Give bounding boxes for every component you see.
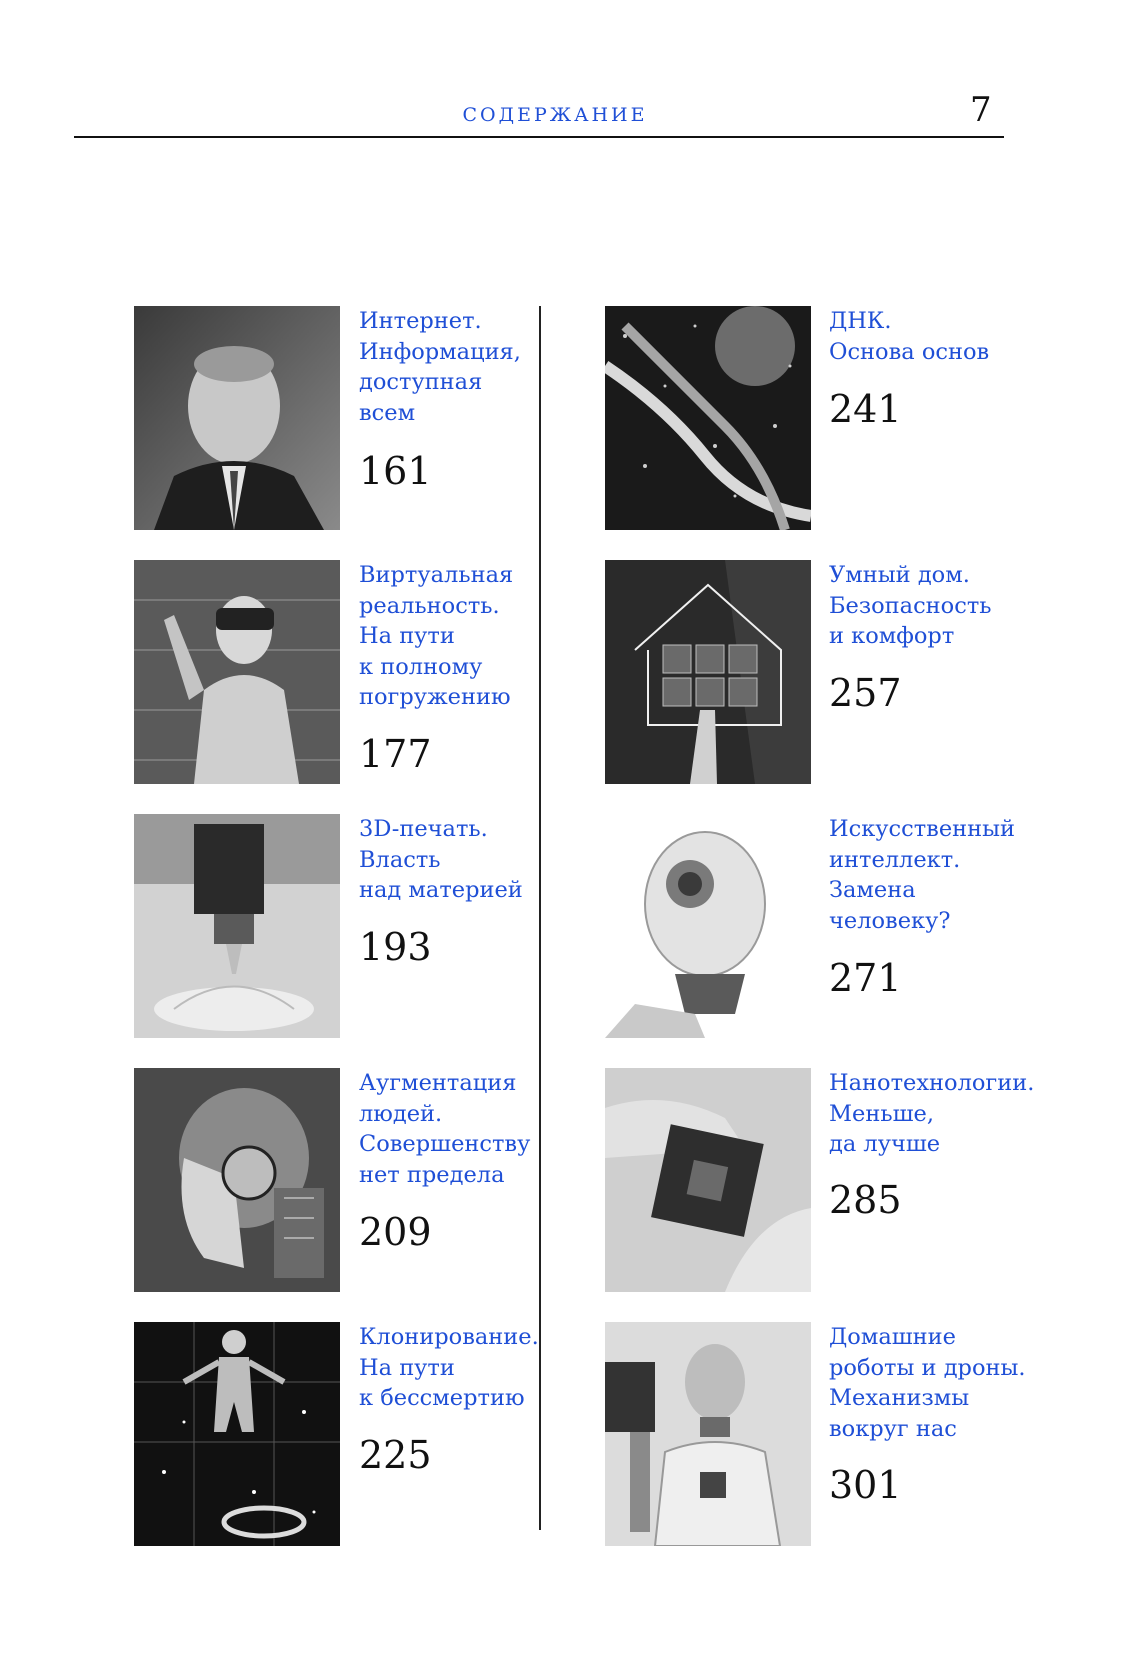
entry-title-line: роботы и дроны. xyxy=(829,1354,1026,1381)
entry-title-line: Замена xyxy=(829,877,916,903)
entry-page-number: 241 xyxy=(829,387,902,431)
human-figure-icon xyxy=(134,1322,340,1546)
header-title: СОДЕРЖАНИЕ xyxy=(462,104,648,126)
entry-title-line: Информация, xyxy=(359,338,521,365)
column-divider xyxy=(539,306,541,1530)
entry-title-line: Нанотехнологии. xyxy=(829,1070,1035,1096)
entry-title-line: да лучше xyxy=(829,1131,941,1157)
entry-title-line: доступная xyxy=(359,369,483,395)
entry-title-line: Безопасность xyxy=(829,592,992,619)
entry-title-line: к бессмертию xyxy=(359,1385,525,1411)
entry-title-line: вокруг нас xyxy=(829,1415,957,1442)
entry-title-line: Механизмы xyxy=(829,1385,970,1411)
entry-title-line: Интернет. xyxy=(359,308,482,334)
entry-title-line: Меньше, xyxy=(829,1100,934,1127)
entry-title-line: На пути xyxy=(359,623,455,649)
smart-home-icon xyxy=(605,560,811,784)
cyborg-woman-icon xyxy=(134,1068,340,1292)
portrait-icon xyxy=(134,306,340,530)
entry-title-line: человеку? xyxy=(829,907,951,934)
dna-helix-icon xyxy=(605,306,811,530)
page-number: 7 xyxy=(970,90,992,130)
humanoid-robot-icon xyxy=(605,1322,811,1546)
entry-title-line: над материей xyxy=(359,877,523,903)
entry-title-line: Умный дом. xyxy=(829,562,970,588)
entry-page-number: 225 xyxy=(359,1433,432,1477)
entry-title-line: и комфорт xyxy=(829,623,955,649)
entry-title-line: погружению xyxy=(359,684,511,710)
header-rule xyxy=(74,136,1004,138)
entry-title-line: всем xyxy=(359,399,416,426)
entry-title-line: Аугментация xyxy=(359,1070,517,1096)
entry-title-line: Совершенству xyxy=(359,1131,531,1157)
robot-head-icon xyxy=(605,814,811,1038)
entry-title-line: Искусственный xyxy=(829,816,1016,842)
3d-printer-icon xyxy=(134,814,340,1038)
entry-title-line: Клонирование. xyxy=(359,1324,539,1350)
microchip-icon xyxy=(605,1068,811,1292)
entry-page-number: 301 xyxy=(829,1463,902,1507)
entry-title-line: ДНК. xyxy=(829,308,892,334)
entry-page-number: 257 xyxy=(829,671,902,715)
vr-headset-icon xyxy=(134,560,340,784)
entry-page-number: 193 xyxy=(359,925,432,969)
entry-title-line: 3D-печать. xyxy=(359,816,488,842)
entry-title-line: Основа основ xyxy=(829,338,990,365)
entry-title-line: Домашние xyxy=(829,1324,956,1350)
entry-title-line: нет предела xyxy=(359,1161,505,1188)
entry-title-line: к полному xyxy=(359,653,483,680)
entry-page-number: 161 xyxy=(359,449,432,493)
entry-title-line: Власть xyxy=(359,846,441,873)
entry-title-line: интеллект. xyxy=(829,846,961,873)
entry-title-line: На пути xyxy=(359,1354,455,1381)
entry-page-number: 209 xyxy=(359,1210,432,1254)
entry-page-number: 285 xyxy=(829,1178,902,1222)
entry-page-number: 177 xyxy=(359,732,432,776)
entry-page-number: 271 xyxy=(829,956,902,1000)
entry-title-line: реальность. xyxy=(359,592,500,619)
entry-title-line: Виртуальная xyxy=(359,562,514,588)
entry-title-line: людей. xyxy=(359,1100,443,1127)
